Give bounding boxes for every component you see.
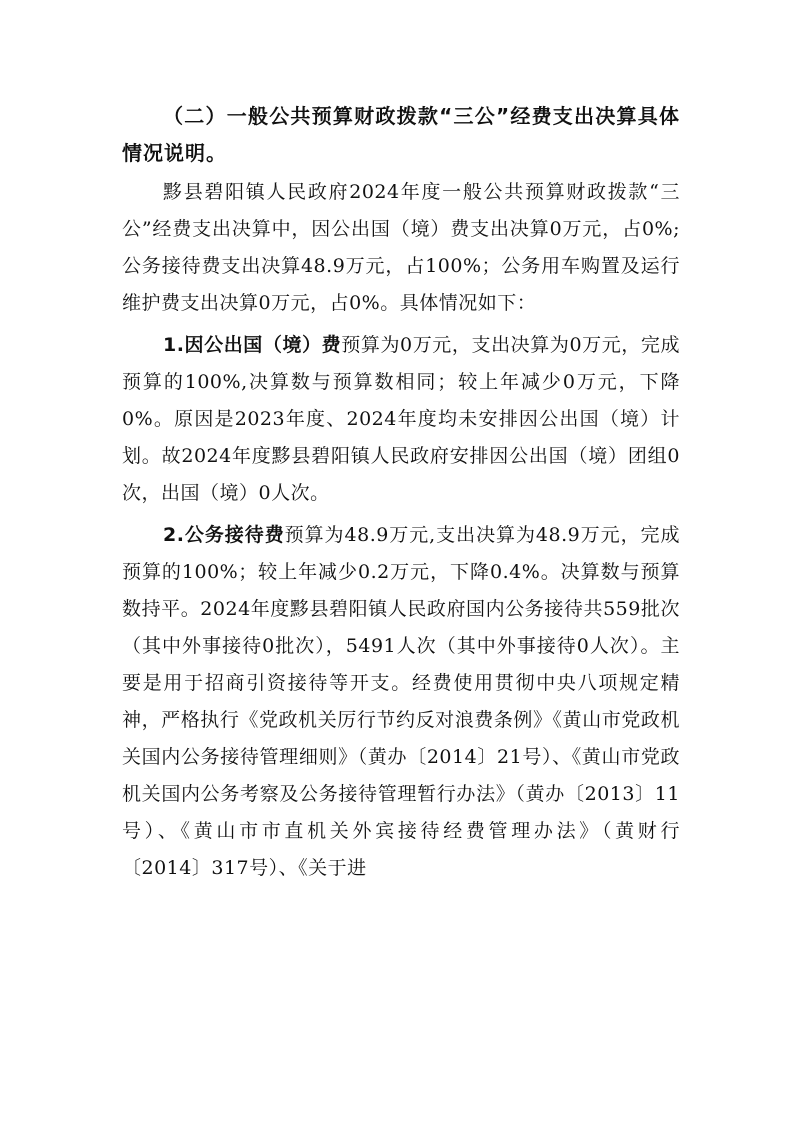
item-2-paragraph [122, 517, 680, 887]
item-1-body: 预算为0万元，支出决算为0万元，完成预算的100%,决算数与预算数相同；较上年减少0万元，下降0%。原因是2023年度、2024年度均未安排因公出国（境）计划。故2024年度黟县碧阳镇人民政府安排因公出国（境）团组0次，出国（境）0人次。 [122, 334, 680, 504]
item-1-lead: 1.因公出国（境）费 [163, 334, 342, 356]
summary-paragraph: 黟县碧阳镇人民政府2024年度一般公共预算财政拨款“三公”经费支出决算中，因公出国（境）费支出决算0万元，占0%;公务接待费支出决算48.9万元，占100%；公务用车购置及运行维护费支出决算0万元，占0%。具体情况如下： [122, 181, 680, 314]
section-heading: （二）一般公共预算财政拨款“三公”经费支出决算具体情况说明。 [122, 104, 680, 165]
document-page [122, 98, 680, 892]
item-1-paragraph [122, 327, 680, 512]
item-2-lead: 2.公务接待费 [163, 524, 285, 546]
item-2-body: 预算为48.9万元,支出决算为48.9万元，完成预算的100%；较上年减少0.2万元，下降0.4%。决算数与预算数持平。2024年度黟县碧阳镇人民政府国内公务接待共559批次（其中外事接待0批次），5491人次（其中外事接待0人次）。主要是用于招商引资接待等开支。经费使用贯彻中央八项规定精神，严格执行《党政机关厉行节约反对浪费条例》《黄山市党政机关国内公务接待管理细则》（黄办〔2014〕21号）、《黄山市党政机关国内公务考察及公务接待管理暂行办法》（黄办〔2013〕11号）、《黄山市市直机关外宾接待经费管理办法》（黄财行〔2014〕317号）、《关于进 [122, 524, 680, 879]
